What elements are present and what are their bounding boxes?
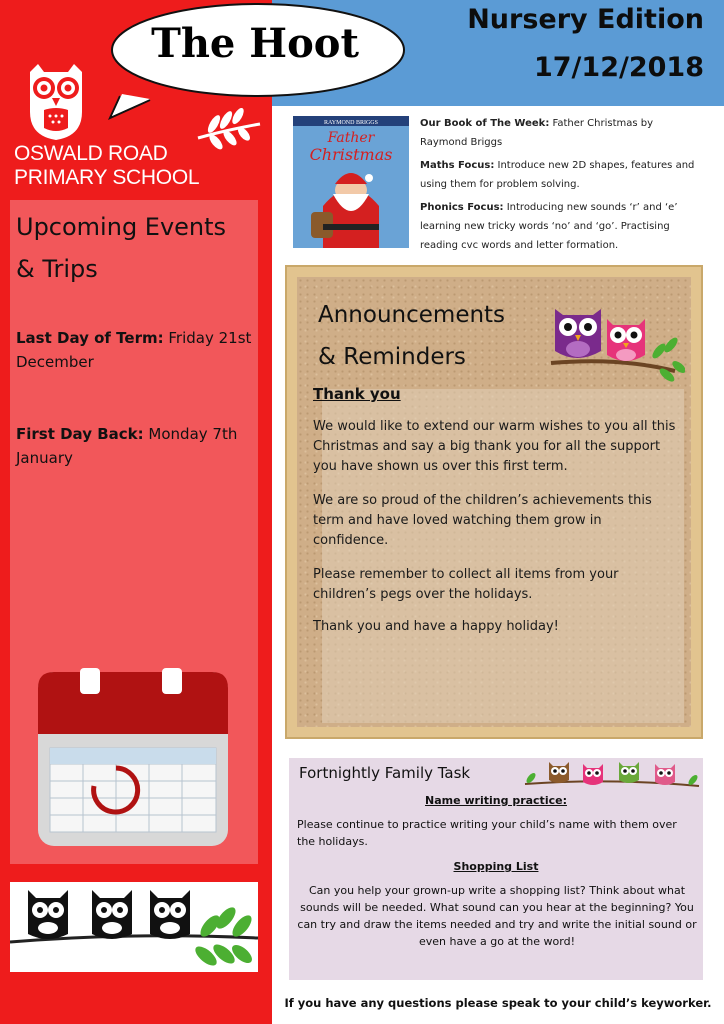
edition-title: Nursery Edition — [467, 4, 704, 35]
book-of-week-label: Our Book of The Week: — [420, 118, 550, 129]
left-column — [0, 0, 272, 1024]
maths-focus — [420, 156, 698, 194]
name-writing-text: Please continue to practice writing your child’s name with them over the holidays. — [297, 818, 677, 848]
school-name-line1: OSWALD ROAD — [14, 142, 168, 165]
announcement-paragraph: We would like to extend our warm wishes to you all this Christmas and say a big thank you for all the support you have shown us over this first term. — [313, 419, 676, 474]
owl-row-panel — [10, 882, 258, 972]
owls-on-branch-icon — [549, 301, 685, 387]
shopping-list-heading: Shopping List — [453, 860, 539, 873]
event-label: Last Day of Term: — [16, 329, 164, 347]
book-cover-author: RAYMOND BRIGGS — [324, 120, 378, 126]
school-name-line2: PRIMARY SCHOOL — [14, 166, 200, 189]
events-title-line1: Upcoming Events — [16, 213, 227, 241]
maths-focus-label: Maths Focus: — [420, 160, 495, 171]
shopping-list-text: Can you help your grown-up write a shopping list? Think about what sounds will be needed. What sound can you hear at the beginning? You can try and draw the items needed and try and write the initial sound or even have a go at the word! — [297, 884, 697, 948]
phonics-focus — [420, 198, 698, 255]
edition-date: 17/12/2018 — [533, 52, 704, 83]
event-item — [16, 326, 252, 374]
events-title — [16, 206, 252, 290]
announcements-title-line2: & Reminders — [318, 344, 466, 370]
owls-on-branch-icon — [10, 882, 258, 972]
announcement-paragraph: Please remember to collect all items from your children’s pegs over the holidays. — [313, 567, 619, 602]
owl-logo-icon — [22, 62, 90, 142]
newsletter-title: The Hoot — [151, 20, 359, 67]
event-item — [16, 422, 252, 470]
book-cover-image — [293, 116, 409, 248]
phonics-focus-value: Introducing new sounds ‘r’ and ‘e’ learning new tricky words ‘no’ and ‘go’. Practising reading cvc words and letter formation. — [420, 202, 678, 251]
event-value: Monday 7th January — [16, 425, 238, 467]
announcements-board — [285, 265, 703, 739]
event-value: Friday 21st December — [16, 329, 252, 371]
announcements-title-line1: Announcements — [318, 302, 506, 328]
announcement-paragraph: Thank you and have a happy holiday! — [313, 619, 559, 634]
family-task-panel — [289, 758, 703, 980]
footer-note: If you have any questions please speak to your child’s keyworker. — [284, 996, 712, 1010]
owls-on-branch-icon — [521, 758, 703, 790]
announcement-paragraph: We are so proud of the children’s achievements this term and have loved watching them grow in confidence. — [313, 493, 652, 548]
calendar-icon — [36, 668, 230, 848]
events-title-line2: & Trips — [16, 255, 98, 283]
maths-focus-value: Introduce new 2D shapes, features and using them for problem solving. — [420, 160, 695, 190]
family-task-title: Fortnightly Family Task — [299, 764, 471, 782]
book-cover-title-line2: Christmas — [309, 145, 393, 164]
thank-you-heading: Thank you — [313, 385, 401, 403]
phonics-focus-label: Phonics Focus: — [420, 202, 504, 213]
book-cover-title-line1: Father — [327, 130, 375, 146]
weekly-focus-info — [420, 114, 698, 259]
event-label: First Day Back: — [16, 425, 144, 443]
name-writing-heading: Name writing practice: — [425, 794, 567, 807]
book-of-week-value: Father Christmas by Raymond Briggs — [420, 118, 654, 148]
book-of-week — [420, 114, 698, 152]
